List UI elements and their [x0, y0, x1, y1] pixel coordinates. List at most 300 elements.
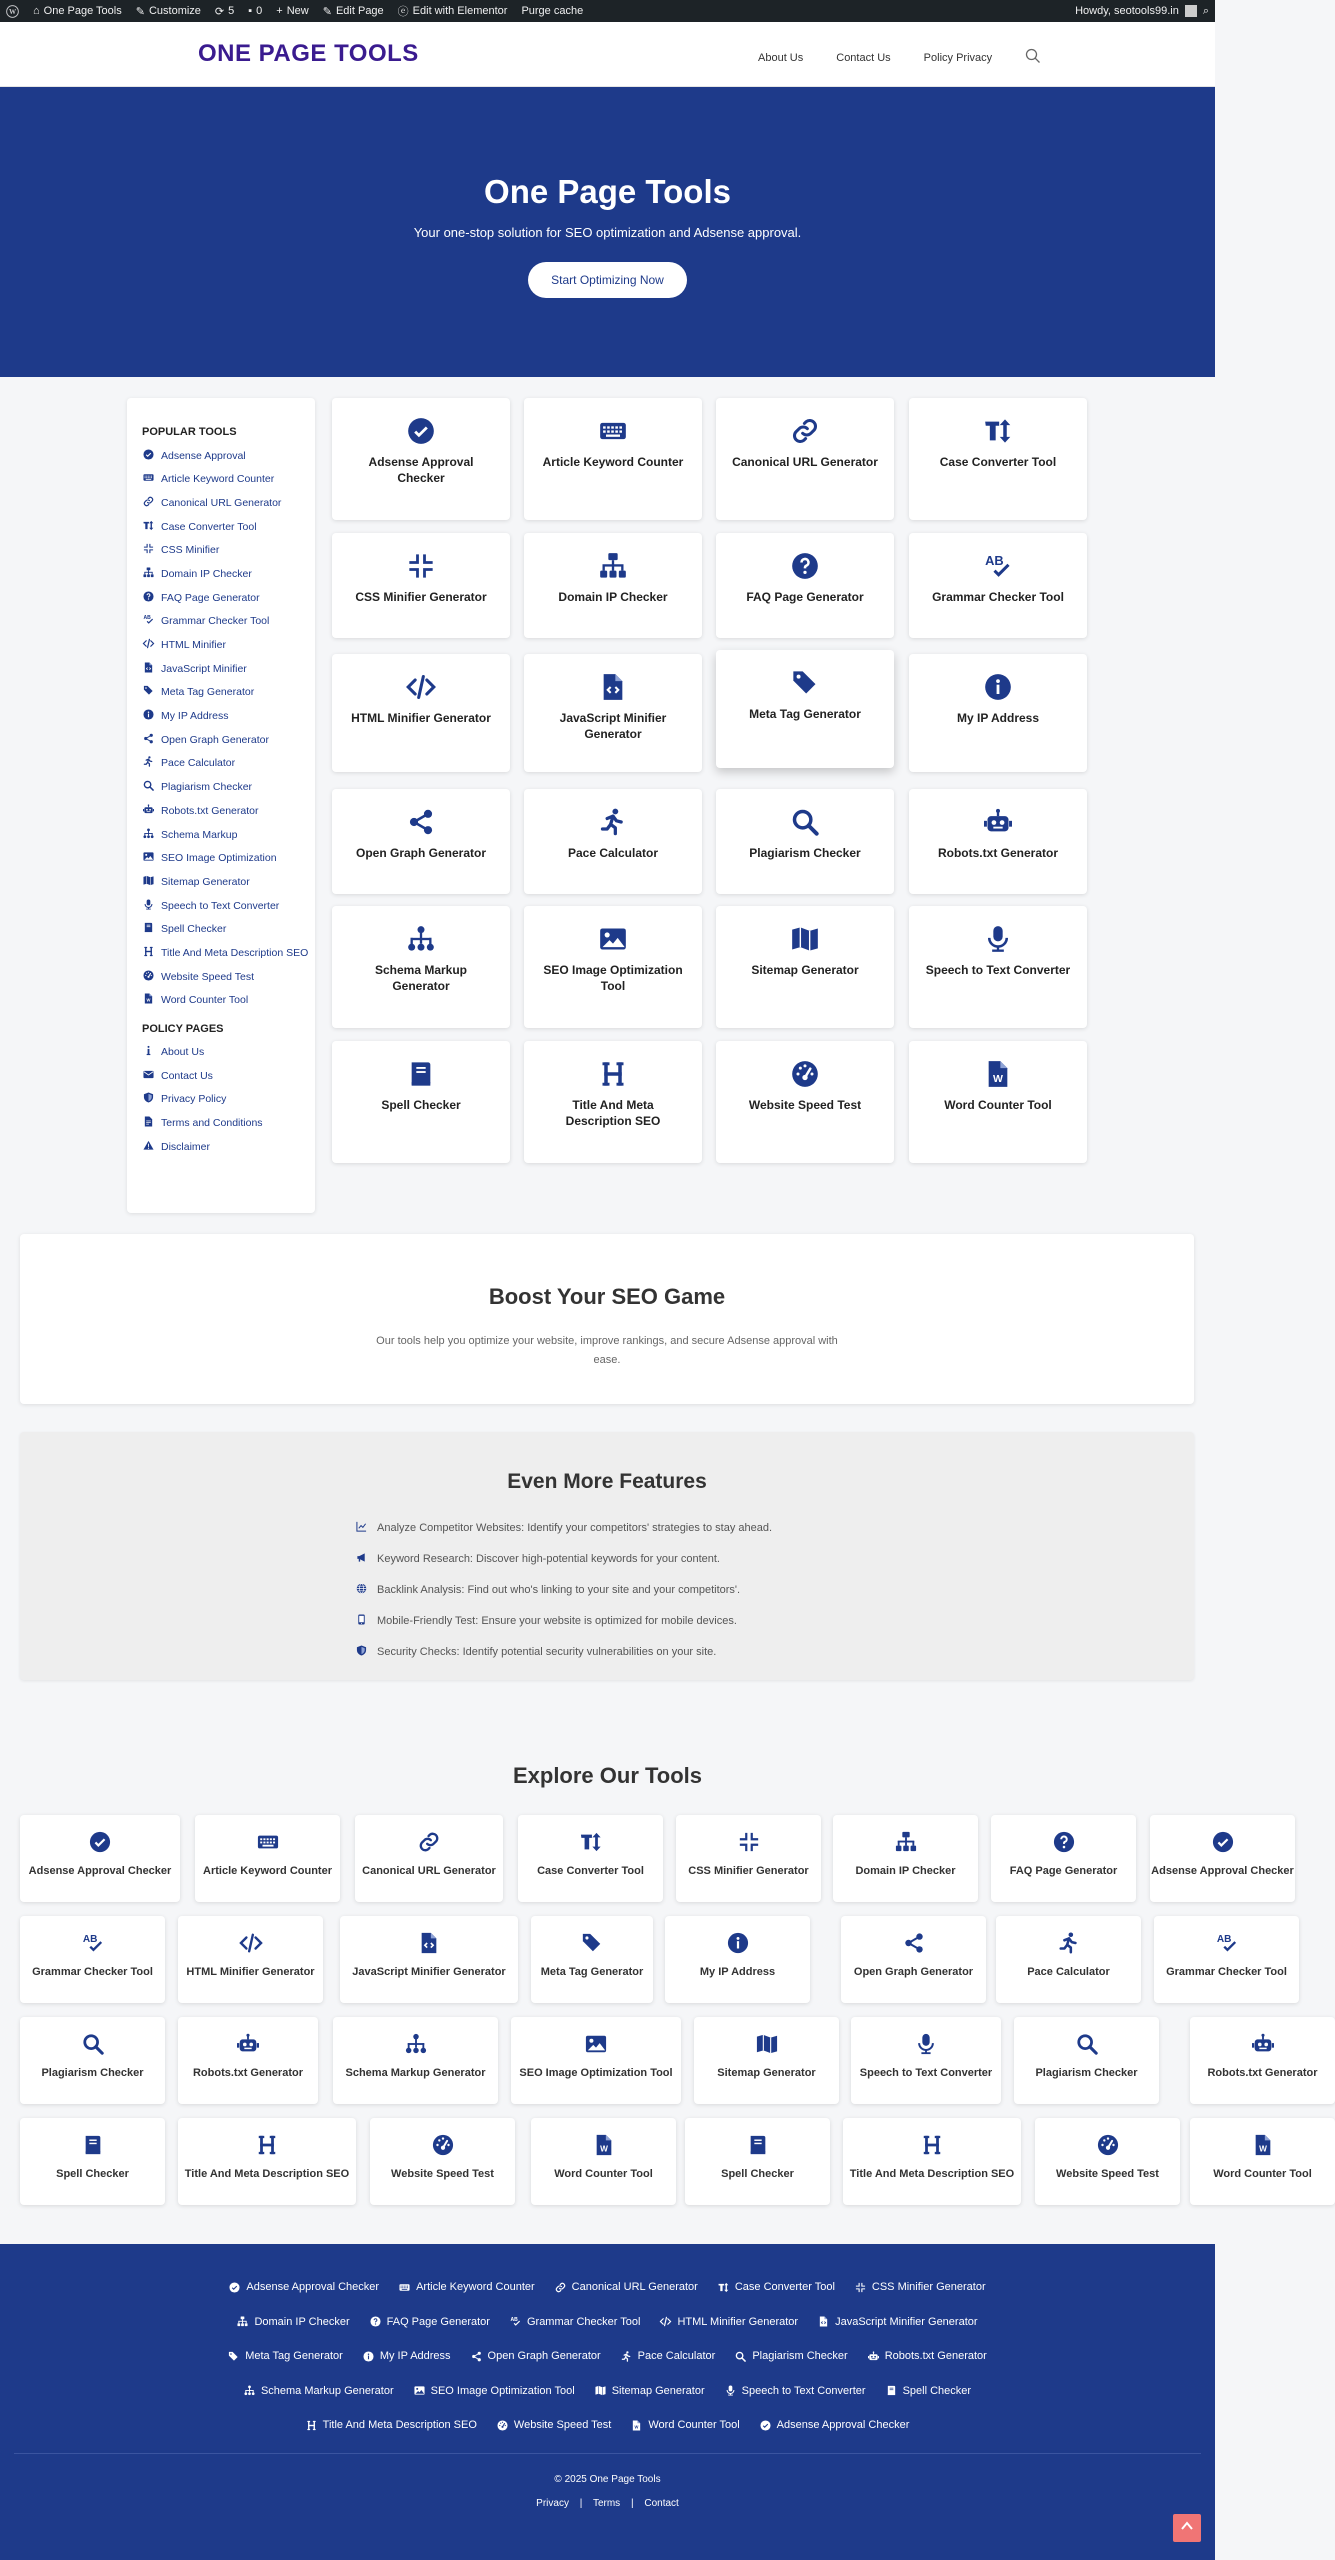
sidebar-item-label: My IP Address — [161, 710, 229, 723]
code-icon — [178, 1930, 323, 1956]
compress-icon — [676, 1829, 821, 1855]
footer-link-canonical-url-generator[interactable] — [555, 2270, 698, 2305]
feature-item — [355, 1574, 772, 1605]
nav-about-us[interactable]: About Us — [758, 51, 804, 64]
admin-comments-link[interactable]: ▪ 0 — [248, 5, 263, 17]
feature-text: Analyze Competitor Websites: Identify your competitors' strategies to stay ahead. — [377, 1521, 773, 1534]
explore-card-label: HTML Minifier Generator — [186, 1966, 315, 1978]
explore-card-label: Speech to Text Converter — [859, 2067, 993, 2079]
tags-icon — [228, 2351, 239, 2362]
feature-item — [355, 1636, 772, 1667]
explore-card-meta-tag-generator[interactable] — [531, 1916, 653, 2003]
tool-card-canonical-url-generator[interactable] — [716, 398, 894, 520]
sidebar-item-label: About Us — [161, 1046, 205, 1059]
sidebar-item-label: Open Graph Generator — [161, 733, 269, 746]
robot-icon — [868, 2351, 879, 2362]
file-word-icon — [1190, 2132, 1335, 2158]
gauge-icon — [791, 1055, 819, 1093]
tool-card-schema-markup-generator[interactable] — [332, 906, 510, 1028]
share-icon — [407, 803, 435, 841]
sidebar-item-website-speed-test[interactable] — [142, 965, 315, 989]
sidebar-item-canonical-url-generator[interactable] — [142, 491, 315, 515]
sidebar-item-case-converter-tool[interactable] — [142, 515, 315, 539]
explore-card-open-graph-generator[interactable] — [841, 1916, 986, 2003]
start-optimizing-button[interactable]: Start Optimizing Now — [528, 262, 687, 298]
explore-card-grammar-checker-tool[interactable] — [20, 1916, 165, 2003]
tool-card-word-counter-tool[interactable] — [909, 1041, 1087, 1163]
search-icon — [791, 803, 819, 841]
footer-link-label: Domain IP Checker — [254, 2315, 350, 2328]
tool-card-label: Meta Tag Generator — [749, 707, 861, 721]
features-section — [20, 1432, 1194, 1680]
sidebar-item-label: Speech to Text Converter — [161, 899, 280, 912]
chevron-up-icon — [1180, 2519, 1194, 2538]
explore-card-domain-ip-checker[interactable] — [833, 1815, 978, 1902]
footer-link-html-minifier-generator[interactable] — [660, 2305, 798, 2340]
link-icon — [142, 496, 155, 511]
brush-icon: ✎ — [135, 5, 145, 18]
keyboard-icon — [195, 1829, 340, 1855]
check-circle-icon — [142, 449, 155, 464]
tool-card-open-graph-generator[interactable] — [332, 789, 510, 894]
feature-item — [355, 1512, 772, 1543]
tool-card-label: My IP Address — [956, 711, 1040, 725]
sidebar-item-my-ip-address[interactable] — [142, 705, 315, 729]
explore-card-label: Sitemap Generator — [717, 2067, 816, 2079]
share-icon — [841, 1930, 986, 1956]
footer-link-seo-image-optimization-tool[interactable] — [414, 2374, 575, 2409]
svg-text:W: W — [599, 2144, 608, 2154]
spell-check-icon — [510, 2316, 521, 2327]
search-icon[interactable]: ⌕ — [1202, 4, 1209, 17]
bullhorn-icon — [355, 1552, 367, 1566]
tool-card-label: Open Graph Generator — [355, 846, 487, 860]
image-icon — [142, 851, 155, 866]
map-icon — [694, 2031, 839, 2057]
admin-bar — [0, 0, 1215, 22]
heading-icon — [178, 2132, 356, 2158]
footer-terms-link[interactable]: Terms — [592, 2498, 621, 2509]
explore-card-label: Spell Checker — [721, 2168, 794, 2180]
hero-subtitle: Your one-stop solution for SEO optimization and Adsense approval. — [413, 225, 802, 240]
tool-card-pace-calculator[interactable] — [524, 789, 702, 894]
footer-bottom-links — [0, 2498, 1215, 2509]
tool-card-website-speed-test[interactable] — [716, 1041, 894, 1163]
sidebar-item-grammar-checker-tool[interactable] — [142, 610, 315, 634]
share-icon — [142, 733, 155, 748]
tool-card-label: Pace Calculator — [567, 846, 659, 860]
avatar — [1185, 5, 1197, 17]
explore-card-label: Grammar Checker Tool — [32, 1966, 153, 1978]
robot-icon — [984, 803, 1012, 841]
gauge-icon — [497, 2420, 508, 2431]
image-icon — [511, 2031, 681, 2057]
sidebar-item-disclaimer[interactable] — [142, 1135, 315, 1159]
copyright: © 2025 One Page Tools — [554, 2474, 661, 2485]
sidebar-item-privacy-policy[interactable] — [142, 1088, 315, 1112]
hierarchy-icon — [244, 2385, 255, 2396]
link-icon — [355, 1829, 503, 1855]
explore-card-label: My IP Address — [699, 1966, 776, 1978]
gauge-icon — [1035, 2132, 1180, 2158]
explore-card-adsense-approval-checker[interactable] — [20, 1815, 180, 1902]
sidebar-item-label: Robots.txt Generator — [161, 804, 259, 817]
sidebar-item-plagiarism-checker[interactable] — [142, 776, 315, 800]
sidebar-item-spell-checker[interactable] — [142, 918, 315, 942]
text-height-icon — [518, 1829, 663, 1855]
tool-card-spell-checker[interactable] — [332, 1041, 510, 1163]
sidebar-item-label: Spell Checker — [161, 923, 227, 936]
explore-card-label: Domain IP Checker — [855, 1865, 956, 1877]
sidebar-item-label: Word Counter Tool — [161, 994, 249, 1007]
sidebar-item-pace-calculator[interactable] — [142, 752, 315, 776]
tool-card-label: Grammar Checker Tool — [932, 590, 1064, 604]
tool-card-label: Speech to Text Converter — [925, 963, 1071, 977]
admin-elementor-link[interactable]: ⓔ Edit with Elementor — [397, 5, 508, 18]
sidebar-item-meta-tag-generator[interactable] — [142, 681, 315, 705]
tags-icon — [142, 685, 155, 700]
robot-icon — [1190, 2031, 1335, 2057]
explore-card-label: Open Graph Generator — [853, 1966, 974, 1978]
sidebar-item-label: Privacy Policy — [161, 1093, 227, 1106]
tool-card-my-ip-address[interactable] — [909, 654, 1087, 772]
hierarchy-icon — [142, 828, 155, 843]
hero-title: One Page Tools — [484, 173, 731, 210]
footer-link-label: Adsense Approval Checker — [776, 2419, 910, 2432]
tool-card-css-minifier-generator[interactable] — [332, 533, 510, 638]
tool-card-case-converter-tool[interactable] — [909, 398, 1087, 520]
site-logo[interactable]: ONE PAGE TOOLS — [198, 40, 419, 67]
explore-card-schema-markup-generator[interactable] — [333, 2017, 498, 2104]
refresh-icon: ⟳ — [214, 5, 225, 18]
tool-card-label: Canonical URL Generator — [732, 455, 878, 469]
explore-card-word-counter-tool[interactable] — [531, 2118, 676, 2205]
tool-card-label: SEO Image Optimization Tool — [543, 963, 683, 994]
explore-card-website-speed-test[interactable] — [370, 2118, 515, 2205]
explore-card-javascript-minifier-generator[interactable] — [340, 1916, 518, 2003]
svg-text:AB: AB — [143, 615, 151, 622]
tool-card-faq-page-generator[interactable] — [716, 533, 894, 638]
link-icon — [791, 412, 819, 450]
robot-icon — [142, 804, 155, 819]
heading-icon — [142, 946, 155, 961]
tool-card-robots-txt-generator[interactable] — [909, 789, 1087, 894]
footer-link-label: My IP Address — [379, 2350, 451, 2363]
footer-link-schema-markup-generator[interactable] — [244, 2374, 394, 2409]
explore-card-word-counter-tool[interactable] — [1190, 2118, 1335, 2205]
elementor-icon: ⓔ — [397, 6, 409, 18]
footer-link-adsense-approval-checker[interactable] — [229, 2270, 379, 2305]
sidebar-item-label: Article Keyword Counter — [161, 473, 275, 486]
features-title: Even More Features — [507, 1470, 707, 1493]
feature-text: Backlink Analysis: Find out who's linking to your site and your competitors'. — [377, 1583, 741, 1596]
svg-text:W: W — [993, 1073, 1003, 1086]
footer-link-case-converter-tool[interactable] — [718, 2270, 835, 2305]
tool-card-plagiarism-checker[interactable] — [716, 789, 894, 894]
text-height-icon — [718, 2282, 729, 2293]
tool-card-label: Domain IP Checker — [558, 590, 668, 604]
tool-card-label: FAQ Page Generator — [746, 590, 864, 604]
plus-icon: + — [276, 5, 283, 17]
explore-card-pace-calculator[interactable] — [996, 1916, 1141, 2003]
chart-line-icon — [355, 1521, 367, 1535]
sidebar-item-about-us[interactable] — [142, 1041, 315, 1065]
sidebar-item-sitemap-generator[interactable] — [142, 870, 315, 894]
sidebar-item-faq-page-generator[interactable] — [142, 586, 315, 610]
file-code-icon — [818, 2316, 829, 2327]
popular-tools-list — [142, 444, 315, 1013]
footer-contact-link[interactable]: Contact — [644, 2498, 679, 2509]
image-icon — [599, 920, 627, 958]
sidebar-item-terms-and-conditions[interactable] — [142, 1112, 315, 1136]
explore-card-sitemap-generator[interactable] — [694, 2017, 839, 2104]
search-icon — [142, 780, 155, 795]
sidebar-item-label: Meta Tag Generator — [161, 686, 255, 699]
tool-card-html-minifier-generator[interactable] — [332, 654, 510, 772]
footer-link-domain-ip-checker[interactable] — [237, 2305, 349, 2340]
sidebar-item-robots-txt-generator[interactable] — [142, 799, 315, 823]
sidebar-item-domain-ip-checker[interactable] — [142, 562, 315, 586]
explore-card-faq-page-generator[interactable] — [991, 1815, 1136, 1902]
site-footer — [0, 2244, 1215, 2560]
explore-card-my-ip-address[interactable] — [665, 1916, 810, 2003]
footer-link-adsense-approval-checker[interactable] — [760, 2408, 910, 2443]
gauge-icon — [370, 2132, 515, 2158]
explore-card-grammar-checker-tool[interactable] — [1154, 1916, 1299, 2003]
admin-updates-link[interactable]: ⟳ 5 — [214, 5, 235, 18]
explore-card-website-speed-test[interactable] — [1035, 2118, 1180, 2205]
features-list — [355, 1512, 772, 1667]
admin-edit-page-link[interactable]: ✎ Edit Page — [322, 5, 384, 18]
footer-link-robots-txt-generator[interactable] — [868, 2339, 987, 2374]
explore-card-title-and-meta-description-seo[interactable] — [843, 2118, 1021, 2205]
footer-link-label: Word Counter Tool — [648, 2419, 740, 2432]
search-icon — [1014, 2031, 1159, 2057]
tool-card-seo-image-optimization-tool[interactable] — [524, 906, 702, 1028]
wordpress-logo-icon[interactable] — [6, 5, 19, 18]
explore-card-robots-txt-generator[interactable] — [178, 2017, 318, 2104]
footer-link-label: Meta Tag Generator — [245, 2350, 343, 2363]
footer-link-plagiarism-checker[interactable] — [735, 2339, 847, 2374]
sidebar-item-speech-to-text-converter[interactable] — [142, 894, 315, 918]
admin-new-link[interactable]: + New — [276, 5, 309, 17]
explore-card-label: SEO Image Optimization Tool — [519, 2067, 673, 2079]
sidebar-item-word-counter-tool[interactable] — [142, 989, 315, 1013]
popular-tools-heading: POPULAR TOOLS — [142, 426, 237, 438]
tool-card-adsense-approval-checker[interactable] — [332, 398, 510, 520]
explore-card-plagiarism-checker[interactable] — [20, 2017, 165, 2104]
explore-card-case-converter-tool[interactable] — [518, 1815, 663, 1902]
explore-card-label: FAQ Page Generator — [1009, 1865, 1118, 1877]
code-icon — [142, 638, 155, 653]
tool-card-label: Plagiarism Checker — [749, 846, 861, 860]
svg-text:AB: AB — [510, 2317, 518, 2324]
keyboard-icon — [599, 412, 627, 450]
tool-card-domain-ip-checker[interactable] — [524, 533, 702, 638]
explore-card-adsense-approval-checker[interactable] — [1150, 1815, 1295, 1902]
footer-link-word-counter-tool[interactable] — [631, 2408, 739, 2443]
running-icon — [142, 756, 155, 771]
sidebar-item-label: JavaScript Minifier — [161, 662, 247, 675]
info-circle-icon — [142, 709, 155, 724]
nav-policy-privacy[interactable]: Policy Privacy — [923, 51, 993, 64]
comment-icon: ▪ — [248, 5, 253, 17]
feature-item — [355, 1543, 772, 1574]
footer-link-label: SEO Image Optimization Tool — [430, 2384, 575, 2397]
explore-card-robots-txt-generator[interactable] — [1190, 2017, 1335, 2104]
book-icon — [886, 2385, 897, 2396]
main-nav — [758, 48, 1041, 67]
explore-card-plagiarism-checker[interactable] — [1014, 2017, 1159, 2104]
explore-card-label: Adsense Approval Checker — [1151, 1865, 1294, 1877]
tool-card-label: Adsense Approval Checker — [368, 455, 474, 486]
sitemap-icon — [833, 1829, 978, 1855]
footer-link-label: Case Converter Tool — [734, 2281, 835, 2294]
explore-card-label: Adsense Approval Checker — [28, 1865, 172, 1877]
footer-privacy-link[interactable]: Privacy — [536, 2498, 569, 2509]
sidebar-item-seo-image-optimization[interactable] — [142, 847, 315, 871]
sidebar-item-article-keyword-counter[interactable] — [142, 468, 315, 492]
sidebar-item-label: Canonical URL Generator — [161, 496, 282, 509]
explore-card-spell-checker[interactable] — [20, 2118, 165, 2205]
compress-icon — [142, 543, 155, 558]
footer-link-spell-checker[interactable] — [886, 2374, 971, 2409]
file-word-icon — [631, 2420, 642, 2431]
heading-icon — [599, 1055, 627, 1093]
sidebar-item-label: Grammar Checker Tool — [161, 615, 270, 628]
question-circle-icon — [142, 591, 155, 606]
heading-icon — [306, 2420, 317, 2431]
footer-link-css-minifier-generator[interactable] — [855, 2270, 986, 2305]
footer-link-meta-tag-generator[interactable] — [228, 2339, 343, 2374]
shield-icon — [142, 1092, 155, 1107]
sidebar-item-adsense-approval[interactable] — [142, 444, 315, 468]
explore-card-css-minifier-generator[interactable] — [676, 1815, 821, 1902]
sidebar-item-label: Terms and Conditions — [161, 1117, 263, 1130]
explore-card-label: Robots.txt Generator — [1207, 2067, 1318, 2079]
sidebar-item-title-and-meta-description-seo[interactable] — [142, 941, 315, 965]
sitemap-icon — [142, 567, 155, 582]
tool-card-article-keyword-counter[interactable] — [524, 398, 702, 520]
sidebar-item-contact-us[interactable] — [142, 1064, 315, 1088]
feature-text: Security Checks: Identify potential security vulnerabilities on your site. — [377, 1645, 717, 1658]
admin-account-menu[interactable]: Howdy, seotools99.in ⌕ — [1075, 4, 1209, 17]
map-icon — [142, 875, 155, 890]
warning-icon — [142, 1140, 155, 1155]
footer-link-pace-calculator[interactable] — [621, 2339, 716, 2374]
explore-card-article-keyword-counter[interactable] — [195, 1815, 340, 1902]
image-icon — [414, 2385, 425, 2396]
footer-link-sitemap-generator[interactable] — [595, 2374, 705, 2409]
check-circle-icon — [229, 2282, 240, 2293]
explore-card-seo-image-optimization-tool[interactable] — [511, 2017, 681, 2104]
check-circle-icon — [407, 412, 435, 450]
keyboard-icon — [142, 472, 155, 487]
sidebar-item-schema-markup[interactable] — [142, 823, 315, 847]
explore-card-canonical-url-generator[interactable] — [355, 1815, 503, 1902]
sidebar-item-javascript-minifier[interactable] — [142, 657, 315, 681]
footer-link-javascript-minifier-generator[interactable] — [818, 2305, 977, 2340]
sidebar-item-open-graph-generator[interactable] — [142, 728, 315, 752]
heading-icon — [843, 2132, 1021, 2158]
tool-card-meta-tag-generator[interactable] — [716, 650, 894, 768]
sidebar-item-css-minifier[interactable] — [142, 539, 315, 563]
tool-card-speech-to-text-converter[interactable] — [909, 906, 1087, 1028]
explore-card-spell-checker[interactable] — [685, 2118, 830, 2205]
explore-card-label: Robots.txt Generator — [192, 2067, 303, 2079]
explore-card-label: Meta Tag Generator — [540, 1966, 644, 1978]
sidebar-item-label: Disclaimer — [161, 1140, 211, 1153]
home-icon: ⌂ — [33, 5, 40, 17]
sidebar-item-label: Domain IP Checker — [161, 567, 252, 580]
sidebar-item-label: Schema Markup — [161, 828, 238, 841]
footer-links — [0, 2270, 1215, 2443]
footer-link-grammar-checker-tool[interactable] — [510, 2305, 641, 2340]
scroll-to-top-button[interactable] — [1173, 2514, 1201, 2542]
explore-card-label: Word Counter Tool — [1213, 2168, 1312, 2180]
nav-contact-us[interactable]: Contact Us — [836, 51, 891, 64]
svg-text:W: W — [1258, 2144, 1267, 2154]
running-icon — [996, 1930, 1141, 1956]
admin-site-link[interactable]: ⌂ One Page Tools — [33, 5, 122, 17]
explore-card-html-minifier-generator[interactable] — [178, 1916, 323, 2003]
question-circle-icon — [370, 2316, 381, 2327]
search-icon[interactable] — [1025, 48, 1041, 67]
tool-card-javascript-minifier-generator[interactable] — [524, 654, 702, 772]
footer-link-label: HTML Minifier Generator — [677, 2315, 799, 2328]
sidebar — [127, 398, 315, 1213]
footer-link-label: Website Speed Test — [513, 2419, 612, 2432]
tool-card-label: HTML Minifier Generator — [351, 711, 491, 725]
file-contract-icon — [142, 1116, 155, 1131]
tool-card-label: Robots.txt Generator — [937, 846, 1058, 860]
tool-card-sitemap-generator[interactable] — [716, 906, 894, 1028]
gauge-icon — [142, 970, 155, 985]
tool-card-grammar-checker-tool[interactable] — [909, 533, 1087, 638]
explore-card-label: Grammar Checker Tool — [1166, 1966, 1287, 1978]
footer-link-open-graph-generator[interactable] — [471, 2339, 601, 2374]
book-icon — [407, 1055, 435, 1093]
footer-link-label: FAQ Page Generator — [386, 2315, 490, 2328]
policy-pages-list — [142, 1041, 315, 1159]
tool-card-title-and-meta-description-seo[interactable] — [524, 1041, 702, 1163]
footer-link-label: Adsense Approval Checker — [246, 2281, 380, 2294]
share-icon — [471, 2351, 482, 2362]
tool-card-label: CSS Minifier Generator — [355, 590, 487, 604]
footer-link-article-keyword-counter[interactable] — [399, 2270, 535, 2305]
footer-link-title-and-meta-description-seo[interactable] — [306, 2408, 477, 2443]
footer-link-my-ip-address[interactable] — [363, 2339, 451, 2374]
tool-card-label: Sitemap Generator — [751, 963, 859, 977]
footer-link-website-speed-test[interactable] — [497, 2408, 611, 2443]
explore-card-label: Pace Calculator — [1027, 1966, 1110, 1978]
compress-icon — [855, 2282, 866, 2293]
boost-title: Boost Your SEO Game — [488, 1284, 726, 1309]
admin-customize-link[interactable]: ✎ Customize — [135, 5, 201, 18]
footer-link-label: JavaScript Minifier Generator — [835, 2315, 978, 2328]
sidebar-item-html-minifier[interactable] — [142, 634, 315, 658]
explore-card-title-and-meta-description-seo[interactable] — [178, 2118, 356, 2205]
explore-card-speech-to-text-converter[interactable] — [851, 2017, 1001, 2104]
footer-link-label: Open Graph Generator — [487, 2350, 601, 2363]
admin-purge-cache-link[interactable]: Purge cache — [521, 5, 584, 17]
svg-text:AB: AB — [82, 1934, 97, 1946]
footer-link-faq-page-generator[interactable] — [370, 2305, 490, 2340]
footer-divider — [14, 2453, 1201, 2454]
svg-text:AB: AB — [985, 552, 1004, 568]
code-icon — [407, 668, 435, 706]
footer-link-speech-to-text-converter[interactable] — [725, 2374, 866, 2409]
